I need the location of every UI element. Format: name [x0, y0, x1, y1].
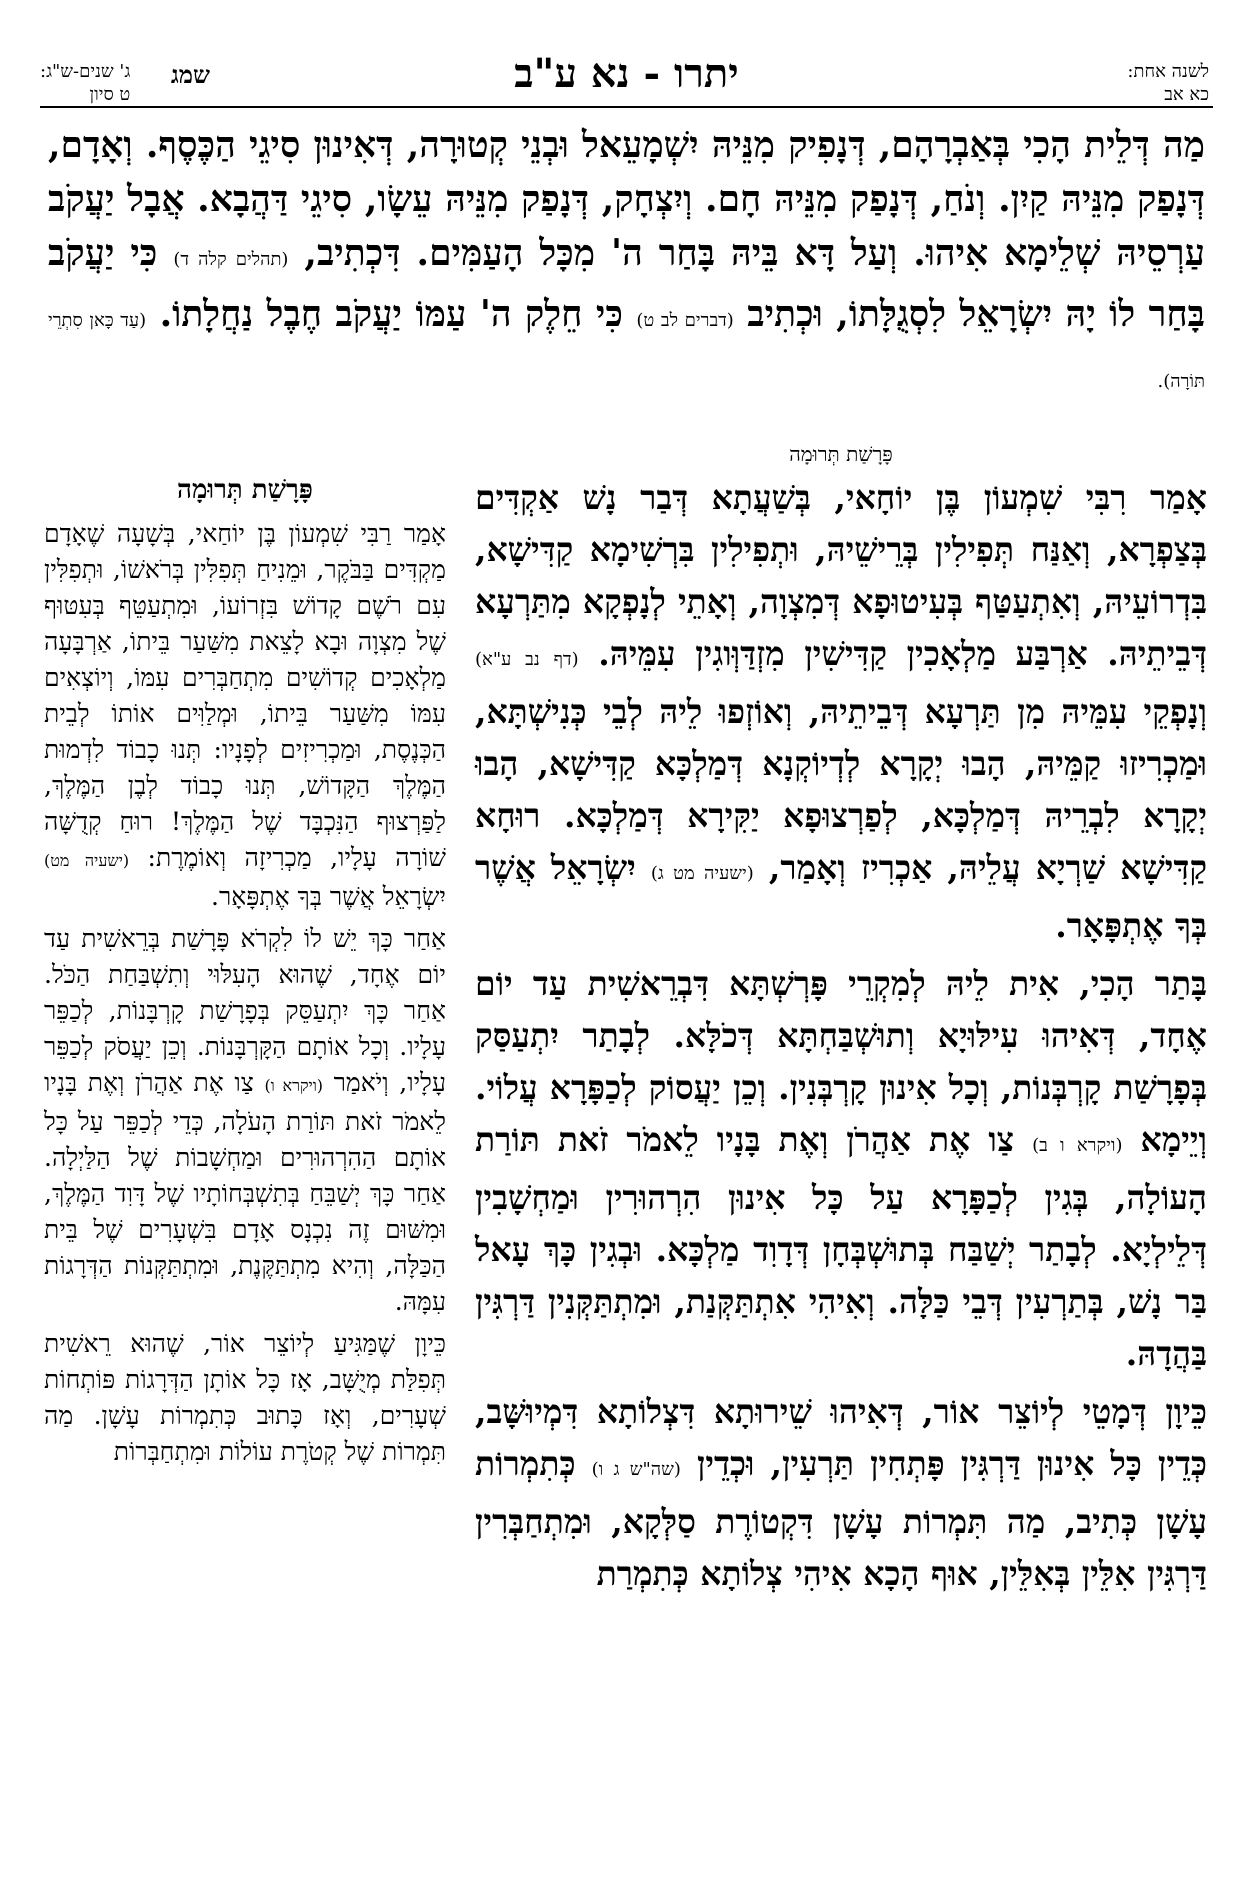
section-title: פָּרָשַׁת תְּרוּמָה [789, 442, 893, 466]
paragraph [44, 516, 446, 915]
page-title: יתרו - נא ע"ב [514, 50, 739, 97]
cycle-one-year-date: כא אב [1164, 84, 1209, 105]
paragraph [44, 1326, 446, 1470]
paragraph-text: יִשְׂרָאֵל אֲשֶׁר בְּךָ אֶתְפָּאָר. [475, 848, 1207, 945]
end-note: (עַד כָּאן סִתְרֵי תּוֹרָה). [48, 310, 1205, 392]
citation: (דברים לב ט) [636, 310, 734, 331]
paragraph-text: צַו אֶת אַהֲרֹן וְאֶת בָּנָיו לֵאמֹר זֹאת תּוֹרַת הָעֹלָה, כְּדֵי לְכַפֵּר עַל כָּל אוֹתָם הַהִרְהוּרִים וּמַחְשָׁבוֹת שֶׁל הַלַּיְלָה. אַחַר כָּךְ יְשַׁבֵּחַ בְּתִשְׁבְּחוֹתָיו שֶׁל דָּוִד הַמֶּלֶךְ, וּמִשּׁוּם זֶה נִכְנָס אָדָם בִּשְׁעָרִים שֶׁל בֵּית הַכַּלָּה, וְהִיא מִתְתַּקֶּנֶת, וּמִתְתַּקְּנוֹת הַדְּרָגוֹת עִמָּהּ. [44, 1068, 446, 1316]
citation: (ישעיה מט) [44, 851, 130, 870]
top-passage-text-2: כִּי יַעֲקֹב בָּחַר לוֹ יָהּ יִשְׂרָאֵל לִסְגֻלָּתוֹ, וּכְתִיב [48, 232, 1205, 335]
page-letter: שמג [170, 60, 210, 89]
citation: (ישעיה מט ג) [650, 863, 754, 884]
paragraph [475, 958, 1207, 1380]
top-passage-text-3: כִּי חֵלֶק ה' עַמּוֹ יַעֲקֹב חֶבֶל נַחֲלָתוֹ. [159, 293, 623, 335]
section-title: פָּרָשַׁת תְּרוּמָה [177, 475, 313, 505]
paragraph [475, 1386, 1207, 1600]
aramaic-column [475, 440, 1207, 1606]
paragraph-text: וְנָפְקֵי עִמֵּיהּ מִן תַּרְעָא דְּבֵיתֵיהּ, וְאוֹזְפוּ לֵיהּ לְבֵי כְּנִישְׁתָּא, וּמַכְרִיזוּ קַמֵּיהּ, הָבוּ יְקָרָא לְדְיוֹקְנָא דְּמַלְכָּא קַדִּישָׁא, הָבוּ יְקָרָא לִבְרֵיהּ דְּמַלְכָּא, לְפַרְצוּפָא יַקִּירָא דְּמַלְכָּא. רוּחָא קַדִּישָׁא שַׁרְיָא עֲלֵיהּ, אַכְרִיז וְאָמַר, [475, 692, 1207, 887]
citation: (ויקרא ו) [264, 1076, 324, 1095]
paragraph [475, 472, 1207, 952]
paragraph-text: אַחַר כָּךְ יֵשׁ לוֹ לִקְרֹא פָּרָשַׁת בְּרֵאשִׁית עַד יוֹם אֶחָד, שֶׁהוּא הָעִלּוּי וְתִשְׁבַּחַת הַכֹּל. אַחַר כָּךְ יִתְעַסֵּק בְּפָרָשַׁת קָרְבָּנוֹת, לְכַפֵּר עָלָיו. וְכָל אוֹתָם הַקָּרְבָּנוֹת. וְכֵן יַעֲסֹק לְכַפֵּר עָלָיו, וְיֹאמַר [44, 924, 446, 1097]
paragraph-text: צַו אֶת אַהֲרֹן וְאֶת בָּנָיו לֵאמֹר זֹאת תּוֹרַת הָעוֹלָה, בְּגִין לְכַפָּרָא עַל כָּל אִינוּן הִרְהוּרִין וּמַחְשָׁבִין דְּלֵילְיָא. לְבָתַר יְשַׁבַּח בְּתוּשְׁבְּחָן דְּדָוִד מַלְכָּא. וּבְגִין כָּךְ עָאל בַּר נָשׁ, בְּתַרְעִין דְּבֵי כַּלָּה. וְאִיהִי אִתְתַּקְּנַת, וּמִתְתַּקְּנִין דַּרְגִּין בַּהֲדָהּ. [475, 1120, 1207, 1373]
citation: (תהלים קלה ד) [173, 249, 289, 270]
paragraph-text: כְּתִמְרוֹת עָשָׁן כְּתִיב, מַה תִּמְרוֹת עָשָׁן דִּקְטוֹרֶת סַלְּקָא, וּמִתְחַבְּרִין דַּרְגִּין אִלֵּין בְּאִלֵּין, אוּף הָכָא אִיהִי צְלוֹתָא כְּתִמְרַת [475, 1444, 1207, 1593]
citation: (דף נב ע"א) [475, 649, 579, 670]
citation: (שה"ש ג ו) [591, 1459, 681, 1480]
paragraph [44, 921, 446, 1320]
top-passage-text: מַה דְּלֵית הָכִי בְּאַבְרָהָם, דְּנָפִיק מִנֵּיהּ יִשְׁמָעֵאל וּבְנֵי קְטוּרָה, דְּאִינוּן סִיגֵי הַכֶּסֶף. וְאָדָם, דְּנָפַק מִנֵּיהּ קַיִן. וְנֹחַ, דְּנָפַק מִנֵּיהּ חָם. וְיִצְחָק, דְּנָפַק מִנֵּיהּ עֵשָׂו, סִיגֵי דַּהֲבָא. אֲבָל יַעֲקֹב עַרְסֵיהּ שְׁלֵימָא אִיהוּ. וְעַל דָּא בֵּיהּ בָּחַר ה' מִכָּל הָעַמִּים. דִּכְתִיב, [48, 124, 1205, 274]
cycle-three-years-date: ט סיון [89, 84, 131, 105]
cycle-one-year-label: לשנה אחת: [1127, 61, 1209, 82]
paragraph-text: כֵּיוָן דְּמָטֵי לְיוֹצֵר אוֹר, דְּאִיהוּ שֵׁירוּתָא דִּצְלוֹתָא דִּמְיוּשָּׁב, כְּדֵין כָּל אִינוּן דַּרְגִּין פָּתְחִין תַּרְעִין, וּכְדֵין [475, 1392, 1207, 1483]
cycle-three-years-label: ג' שנים-ש"ג: [40, 61, 131, 82]
hebrew-translation-column [44, 470, 446, 1476]
header-divider [40, 106, 1213, 108]
paragraph-text: בָּתַר הָכִי, אִית לֵיהּ לְמִקְרֵי פָּרְשְׁתָּא דִּבְרֵאשִׁית עַד יוֹם אֶחָד, דְּאִיהוּ עִילּוּיָא וְתוּשְׁבַּחְתָּא דְּכֹלָּא. לְבָתַר יִתְעַסַּק בְּפָרָשַׁת קָרְבְּנוֹת, וְכָל אִינוּן קָרְבְּנִין. וְכֵן יַעֲסוֹק לְכַפָּרָא עֲלוֹי. וְיֵימָא [475, 964, 1207, 1159]
top-passage [48, 118, 1205, 409]
paragraph-text: אָמַר רִבִּי שִׁמְעוֹן בֶּן יוֹחָאי, בְּשַׁעֲתָא דְּבַר נָשׁ אַקְדִּים בְּצַפְרָא, וְאַנַּח תְּפִילִין בְּרֵישֵׁיהּ, וּתְפִילִין בִּרְשִׁימָא קַדִּישָׁא, בִּדְרוֹעֵיהּ, וְאִתְעַטַּף בְּעִיטוּפָא דְּמִצְוָה, וְאָתֵי לְנָפְקָא מִתַּרְעָא דְּבֵיתֵיהּ. אַרְבַּע מַלְאָכִין קַדִּישִׁין מִזְדַּוְּוגִין עִמֵּיהּ. [475, 478, 1207, 673]
paragraph-text: יִשְׂרָאֵל אֲשֶׁר בְּךָ אֶתְפָּאָר. [211, 882, 446, 911]
paragraph-text: כֵּיוָן שֶׁמַּגִּיעַ לְיוֹצֵר אוֹר, שֶׁהוּא רֵאשִׁית תְּפִלַּת מְיֻשָּׁב, אָז כָּל אוֹתָן הַדְּרָגוֹת פּוֹתְחוֹת שְׁעָרִים, וְאָז כָּתוּב כְּתִמְרוֹת עָשָׁן. מַה תִּמְרוֹת שֶׁל קְטֹרֶת עוֹלוֹת וּמִתְחַבְּרוֹת [44, 1329, 446, 1466]
paragraph-text: אָמַר רַבִּי שִׁמְעוֹן בֶּן יוֹחַאי, בְּשָׁעָה שֶׁאָדָם מַקְדִּים בַּבֹּקֶר, וּמֵנִיחַ תְּפִלִּין בְּרֹאשׁוֹ, וּתְפִלִּין עִם רֹשֶׁם קָדוֹשׁ בִּזְרוֹעוֹ, וּמִתְעַטֵּף בְּעִטּוּף שֶׁל מִצְוָה וּבָא לָצֵאת מִשַּׁעַר בֵּיתוֹ, אַרְבָּעָה מַלְאָכִים קְדוֹשִׁים מִתְחַבְּרִים עִמּוֹ, וְיוֹצְאִים עִמּוֹ מִשַּׁעַר בֵּיתוֹ, וּמְלַוִּים אוֹתוֹ לְבֵית הַכְּנֶסֶת, וּמַכְרִיזִים לְפָנָיו: תְּנוּ כָבוֹד לִדְמוּת הַמֶּלֶךְ הַקָּדוֹשׁ, תְּנוּ כָבוֹד לְבֶן הַמֶּלֶךְ, לַפַּרְצוּף הַנִּכְבָּד שֶׁל הַמֶּלֶךְ! רוּחַ קְדֻשָּׁה שׁוֹרָה עָלָיו, מַכְרִיזָה וְאוֹמֶרֶת: [44, 519, 446, 872]
cycle-one-year [1079, 60, 1209, 106]
citation: (ויקרא ו ב) [1032, 1135, 1123, 1156]
